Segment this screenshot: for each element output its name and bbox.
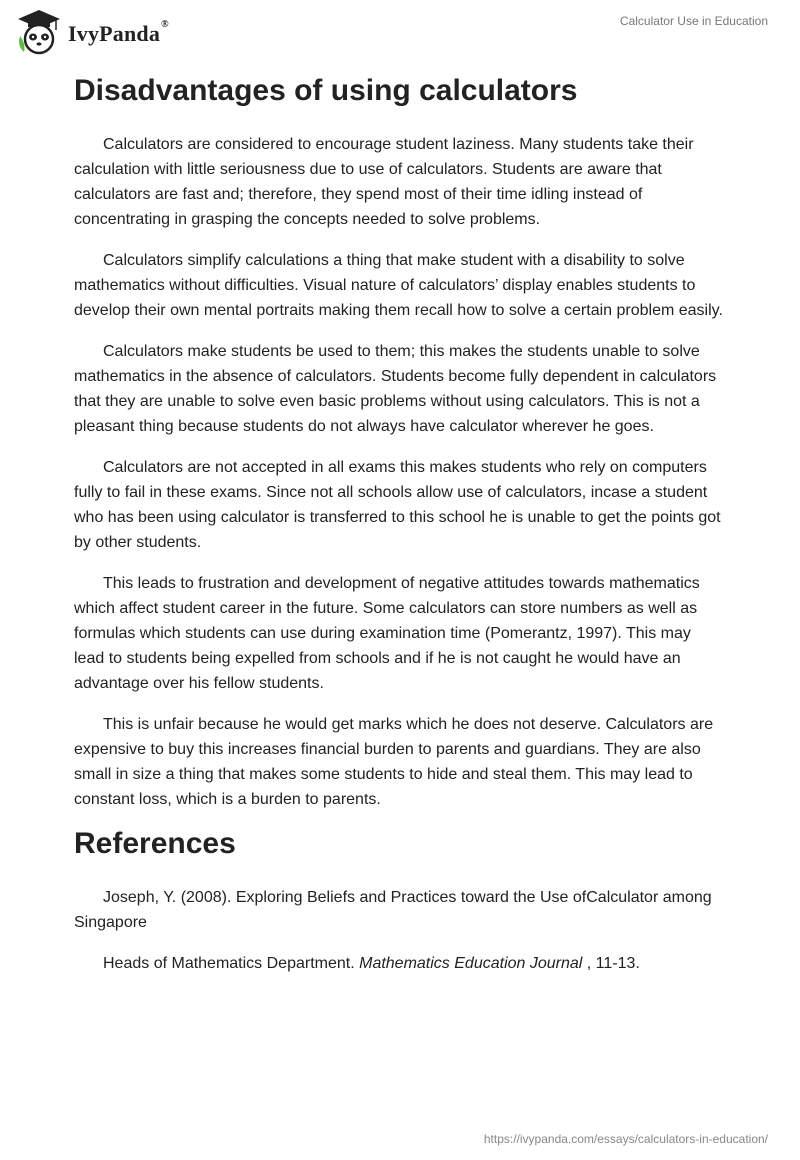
references-list xyxy=(74,885,724,976)
brand-name: IvyPanda® xyxy=(68,19,169,46)
source-url[interactable]: https://ivypanda.com/essays/calculators-in-education/ xyxy=(483,1132,768,1146)
references-heading: References xyxy=(74,827,236,860)
panda-graduate-icon xyxy=(16,8,62,56)
paragraph: This leads to frustration and development of negative attitudes towards mathematics which affect student career in the future. Some calculators can store numbers as well as formulas which students can use during examination time (Pomerantz, 1997). This may lead to students being expelled from schools and if he is not caught he would have an advantage over his fellow students. xyxy=(74,575,700,692)
paragraph: Calculators are considered to encourage student laziness. Many students take their calculation with little seriousness due to use of calculators. Students are aware that calculators are fast and; therefore, they spend most of their time idling instead of concentrating in grasping the concepts needed to solve problems. xyxy=(74,136,694,228)
paragraph: Calculators are not accepted in all exams this makes students who rely on computers fully to fail in these exams. Since not all schools allow use of calculators, incase a student who has been using calculator is transferred to this school he is unable to get the points got by other students. xyxy=(74,459,721,551)
ivypanda-logo[interactable] xyxy=(16,8,169,56)
section-heading: Disadvantages of using calculators xyxy=(74,74,578,107)
paragraph: Calculators make students be used to them; this makes the students unable to solve mathematics in the absence of calculators. Students become fully dependent in calculators that they are unable to solve even basic problems without using calculators. This is not a pleasant thing because students do not always have calculator wherever he goes. xyxy=(74,343,717,435)
paragraph: Calculators simplify calculations a thing that make student with a disability to solve mathematics without difficulties. Visual nature of calculators’ display enables students to develop their own mental portraits making them recall how to solve a certain problem easily. xyxy=(74,252,723,319)
article-body xyxy=(74,72,724,976)
reference-entry: Heads of Mathematics Department. Mathematics Education Journal , 11-13. xyxy=(103,955,640,972)
page-header xyxy=(0,0,800,70)
section-paragraphs xyxy=(74,132,724,812)
paragraph: This is unfair because he would get marks which he does not deserve. Calculators are expensive to buy this increases financial burden to parents and guardians. They are also small in size a thing that makes some students to hide and steal them. This may lead to constant loss, which is a burden to parents. xyxy=(74,716,714,808)
document-title: Calculator Use in Education xyxy=(619,14,768,28)
journal-title: Mathematics Education Journal xyxy=(359,955,583,972)
reference-entry: Joseph, Y. (2008). Exploring Beliefs and Practices toward the Use ofCalculator among Singapore xyxy=(74,889,712,931)
